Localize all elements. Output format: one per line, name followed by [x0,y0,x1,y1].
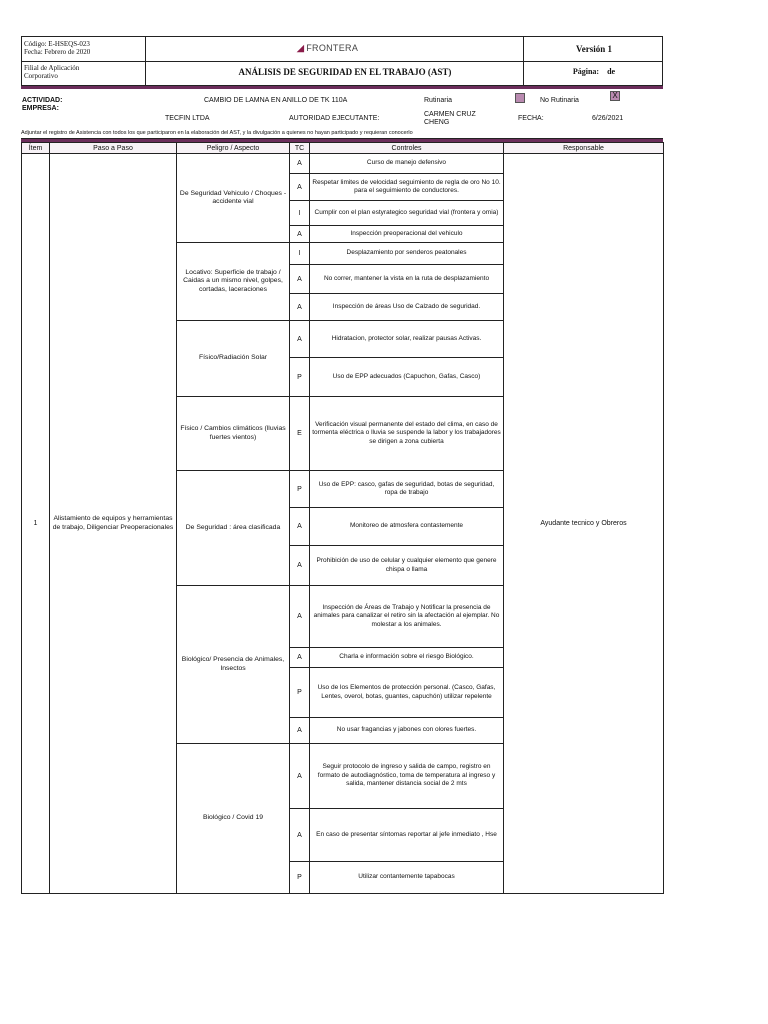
no-rutinaria-label: No Rutinaria [540,97,579,104]
tc-cell: I [290,243,310,265]
ast-table [21,142,664,894]
peligro-cell: De Seguridad Vehiculo / Choques - accidente vial [177,154,290,243]
empresa-label: EMPRESA: [22,105,59,112]
control-cell: Verificación visual permanente del estado del clima, en caso de tormenta eléctrica o lluvia se suspende la labor y los trabajadores se dirigen a zona cubierta [310,397,504,471]
control-cell: Inspección de áreas Uso de Calzado de seguridad. [310,294,504,321]
control-cell: Hidratacion, protector solar, realizar pausas Activas. [310,321,504,358]
control-cell: Desplazamiento por senderos peatonales [310,243,504,265]
control-cell: Utilizar contantemente tapabocas [310,862,504,894]
tc-cell: P [290,668,310,718]
autoridad-value-line1: CARMEN CRUZ [424,111,476,118]
peligro-cell: Biológico/ Presencia de Animales, Insectos [177,586,290,744]
col-header-peligro: Peligro / Aspecto [177,143,290,154]
tc-cell: A [290,321,310,358]
control-cell: Uso de EPP: casco, gafas de seguridad, botas de seguridad, ropa de trabajo [310,471,504,508]
peligro-cell: Locativo: Superficie de trabajo / Caidas a un mismo nivel, golpes, cortadas, laceraciones [177,243,290,321]
filial-label: Filial de Aplicación [24,64,80,72]
control-cell: Inspección de Áreas de Trabajo y Notificar la presencia de animales para canalizar el retiro sin la afectación al ejemplar. No molestar a los animales. [310,586,504,648]
control-cell: Inspección preoperacional del vehiculo [310,226,504,243]
col-header-paso: Paso a Paso [50,143,177,154]
attendance-note: Adjuntar el registro de Asistencia con todos los que participaron en la elaboración del AST, y la divulgación a quienes no hayan participado y requieran conocerlo [21,129,663,139]
control-cell: No correr, mantener la vista en la ruta de desplazamiento [310,265,504,294]
peligro-cell: Biológico / Covid 19 [177,744,290,894]
tc-cell: A [290,154,310,174]
filial-value: Corporativo [24,72,58,80]
control-cell: No usar fragancias y jabones con olores fuertes. [310,718,504,744]
tc-cell: A [290,174,310,201]
table-divider-band [21,139,663,142]
fecha-value: 6/26/2021 [592,115,624,122]
item-number: 1 [22,154,50,894]
col-header-tc: TC [290,143,310,154]
document-header [21,36,663,86]
peligro-cell: Físico / Cambios climáticos (lluvias fuertes vientos) [177,397,290,471]
rutinaria-checkbox[interactable] [515,93,525,103]
version-label: Versión 1 [576,44,612,54]
empresa-value: TECFIN LTDA [165,115,210,122]
control-cell: Prohibición de uso de celular y cualquier elemento que genere chispa o llama [310,546,504,586]
responsable-cell: Ayudante tecnico y Obreros [504,154,664,894]
page-label: Página: de [572,67,616,76]
peligro-cell: De Seguridad : área clasificada [177,471,290,586]
control-cell: Uso de los Elementos de protección personal. (Casco, Gafas, Lentes, overol, botas, guantes, capuchón) utilizar repelente [310,668,504,718]
col-header-item: Ítem [22,143,50,154]
col-header-controles: Controles [310,143,504,154]
control-cell: Charla e información sobre el riesgo Biológico. [310,648,504,668]
control-cell: Cumplir con el plan estyrategico seguridad vial (frontera y omia) [310,201,504,226]
tc-cell: I [290,201,310,226]
no-rutinaria-checkbox[interactable]: X [610,91,620,101]
tc-cell: A [290,809,310,862]
control-cell: Respetar limites de velocidad seguimiento de regla de oro No 10. para el seguimiento de conductores. [310,174,504,201]
control-cell: Seguir protocolo de ingreso y salida de campo, registro en formato de autodiagnóstico, toma de temperatura al ingreso y salida, mantener distancia social de 2 mts [310,744,504,809]
paso-a-paso-cell: Alistamiento de equipos y herramientas de trabajo, Diligenciar Preoperacionales [50,154,177,894]
table-header-row [22,143,664,154]
tc-cell: A [290,294,310,321]
ast-document [21,36,663,894]
control-cell: Curso de manejo defensivo [310,154,504,174]
actividad-label: ACTIVIDAD: [22,97,63,104]
control-cell: En caso de presentar síntomas reportar al jefe inmediato , Hse [310,809,504,862]
tc-cell: A [290,648,310,668]
control-cell: Uso de EPP adecuados (Capuchon, Gafas, Casco) [310,358,504,397]
tc-cell: A [290,586,310,648]
tc-cell: A [290,744,310,809]
actividad-value: CAMBIO DE LAMNA EN ANILLO DE TK 110A [204,97,348,104]
control-cell: Monitoreo de atmosfera contastemente [310,508,504,546]
tc-cell: P [290,862,310,894]
tc-cell: E [290,397,310,471]
autoridad-label: AUTORIDAD EJECUTANTE: [289,115,380,122]
tc-cell: P [290,471,310,508]
tc-cell: A [290,265,310,294]
peligro-cell: Físico/Radiación Solar [177,321,290,397]
tc-cell: A [290,226,310,243]
frontera-logo: ◢ FRONTERA [297,43,359,53]
fecha-label: FECHA: [518,115,544,122]
document-title: ANÁLISIS DE SEGURIDAD EN EL TRABAJO (AST) [238,67,452,77]
document-date: Fecha: Febrero de 2020 [24,48,91,56]
col-header-responsable: Responsable [504,143,664,154]
table-row [22,154,664,174]
ast-table-body [22,154,664,894]
document-code: Código: E-HSEQS-023 [24,40,90,48]
tc-cell: A [290,508,310,546]
rutinaria-label: Rutinaria [424,97,453,104]
tc-cell: A [290,718,310,744]
logo-mark-icon: ◢ [297,43,305,53]
tc-cell: A [290,546,310,586]
activity-meta [21,89,663,129]
tc-cell: P [290,358,310,397]
autoridad-value-line2: CHENG [424,119,450,126]
